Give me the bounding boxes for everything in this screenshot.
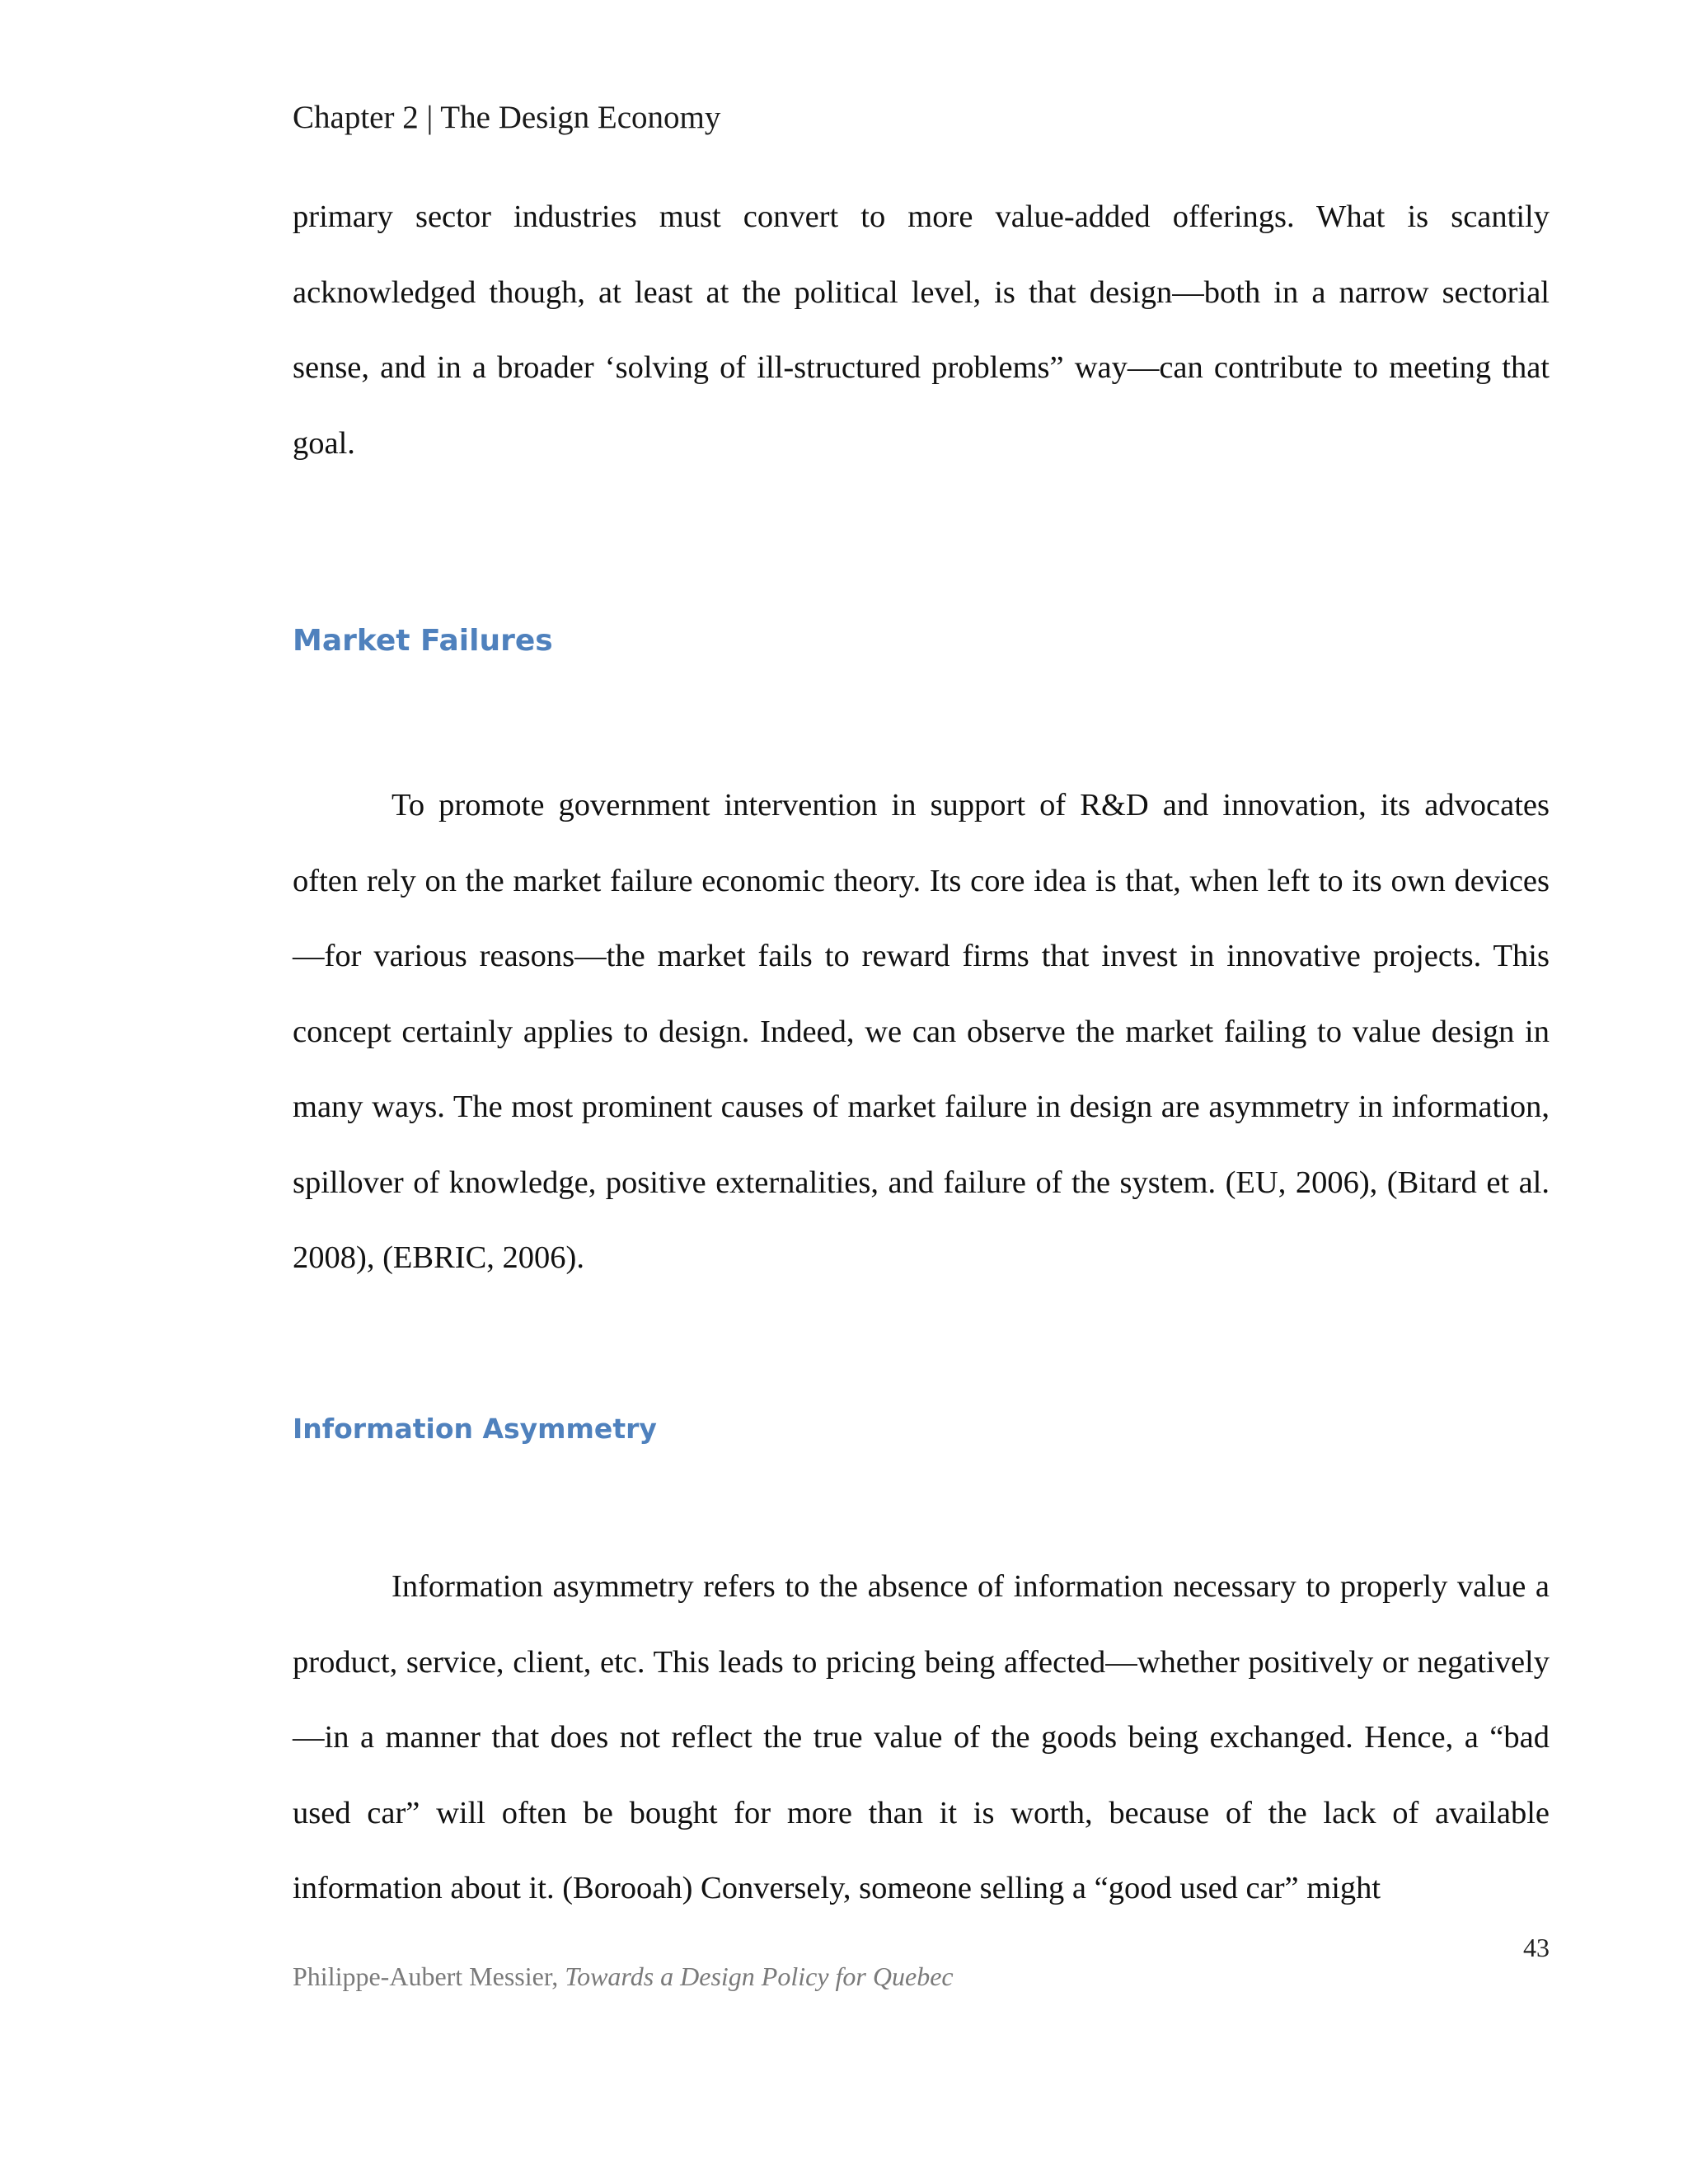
information-asymmetry-paragraph: Information asymmetry refers to the absence of information necessary to properly value a product, service, client, etc. This leads to pricing being affected—whether positively or negatively—in a manner that does not reflect the true value of the goods being exchanged. Hence, a “bad used car” will often be bought for more than it is worth, because of the lack of available information about it. (Borooah) Conversely, someone selling a “good used car” might xyxy=(293,1569,1550,1905)
market-failures-paragraph: To promote government intervention in support of R&D and innovation, its advocates often rely on the market failure economic theory. Its core idea is that, when left to its own devices—for various reasons—the market fails to reward firms that invest in innovative projects. This concept certainly applies to design. Indeed, we can observe the market failing to value design in many ways. The most prominent causes of market failure in design are asymmetry in information, spillover of knowledge, positive externalities, and failure of the system. (EU, 2006), (Bitard et al. 2008), (EBRIC, 2006). xyxy=(293,788,1550,1275)
footer-title: Towards a Design Policy for Quebec xyxy=(565,1961,954,1991)
section-heading-information-asymmetry: Information Asymmetry xyxy=(293,1413,657,1445)
running-head: Chapter 2 | The Design Economy xyxy=(293,100,721,135)
section-heading-market-failures: Market Failures xyxy=(293,624,553,658)
intro-paragraph: primary sector industries must convert to more value-added offerings. What is scantily acknowledged though, at least at the political level, is that design—both in a narrow sectorial sense, and in a broader ‘solving of ill-structured problems” way—can contribute to meeting that goal. xyxy=(293,199,1550,461)
footer-author: Philippe-Aubert Messier, xyxy=(293,1961,559,1991)
page-footer xyxy=(293,1961,954,1992)
page-number: 43 xyxy=(1523,1933,1550,1962)
